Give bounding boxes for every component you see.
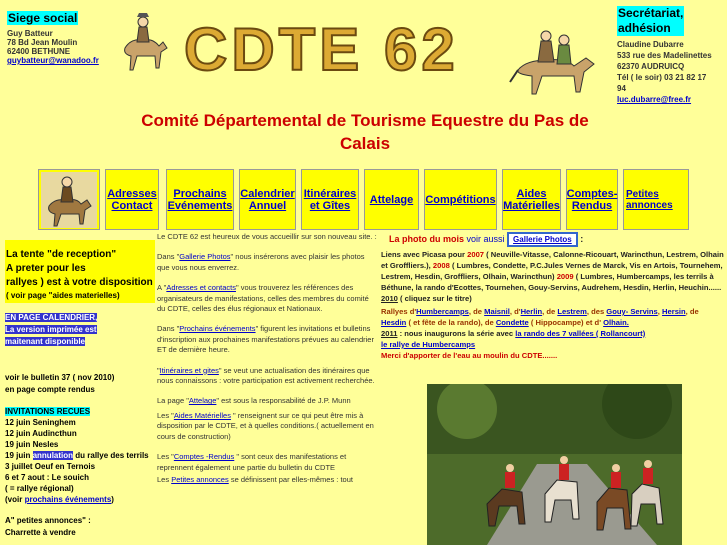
nav-label: Aides [516,187,547,200]
nav-label: Prochains [173,187,227,200]
year-text: ( cliquez sur le titre) [400,294,472,303]
secretariat-title [617,6,684,36]
para-text: Les " [157,410,174,420]
rallye-text: , des [586,307,605,316]
nav-label: et Gîtes [309,199,351,212]
merci-text: Merci d'apporter de l'eau au moulin du CDTE....... [381,351,558,360]
horse-icon [41,172,97,228]
condette-link[interactable]: Condette [495,318,529,327]
nav-label: annonces [626,199,673,211]
secretariat-line: 94 [617,84,626,93]
nav-prochains-evenements[interactable] [166,169,234,230]
hesdin-link[interactable]: Hesdin [381,318,407,327]
nav-label: Calendrier [240,187,295,200]
nav-label: Adresses [107,187,157,200]
para-text: " est sous la responsabilité de J.P. Munn [216,396,351,406]
nav-label: Compétitions [425,193,496,206]
left-column [5,240,155,539]
humbercamps-link[interactable]: Humbercamps [416,307,469,316]
siege-line: 78 Bd Jean Moulin [7,38,78,47]
voir-text: ) [111,495,114,504]
year-2010-link[interactable]: 2010 [381,294,398,303]
calendrier-notice-line: EN PAGE CALENDRIER, [5,313,98,322]
invitation-voir [5,494,155,505]
itineraires-paragraph [157,366,377,387]
para-text: La page " [157,396,189,406]
rallye-text: , [657,307,660,316]
para-text: Les " [157,452,174,462]
siege-line: Guy Batteur [7,29,53,38]
para-text: Dans " [157,252,180,262]
annul-date: 19 juin [5,451,31,460]
colon: : [580,234,584,244]
voir-aussi: voir aussi [466,234,505,244]
year-text: ( Lumbres, Condette, P.C.Jules Vernes de Marck, Vis en Artois, Tournehem, Lestrem, Hesdin, Groffliers, Olhain, Warincthun) [381,261,723,281]
adresses-paragraph [157,283,377,314]
siege-line: 62400 BETHUNE [7,47,71,56]
secretariat-line: Tél ( le soir) 03 21 82 17 [617,73,707,82]
olhain-link[interactable]: Olhain. [603,318,629,327]
secretariat-line: Claudine Dubarre [617,40,684,49]
attelage-paragraph [157,396,377,406]
gouy-servins-link[interactable]: Gouy- Servins [606,307,658,316]
attelage-link[interactable]: Attelage [188,396,217,406]
invitations [5,406,155,505]
voir-text: (voir [5,495,23,504]
invitation-item: 12 juin Seninghem [5,418,76,427]
siege-email-link[interactable]: guybatteur@wanadoo.fr [7,56,99,65]
nav-label: Petites [626,188,659,200]
annul-word: annulation [32,451,74,460]
para-text: " vous trouverez les références des organisateurs de manifestations, celles des membres du comité du CDTE, celles des élus régionaux et Nationaux. [157,283,369,314]
siege-title: Siege social [8,11,78,25]
year-2008-link[interactable]: 2008 [432,261,450,270]
para-text: Les [157,474,172,484]
secretariat-line: 62370 AUDRUICQ [617,62,685,71]
evenements-paragraph [157,324,377,355]
page-headline [130,109,600,155]
pa-line: A" petites annonces" : [5,516,91,525]
bulletin-notice [5,372,155,396]
rallyes-list [381,306,725,361]
nav-label: Attelage [369,193,414,206]
photo-header [389,232,725,247]
para-text: " nous insérerons avec plaisir les photos que vous nous enverrez. [157,252,365,272]
rider-illustration-left [117,8,169,78]
tente-line: rallyes ) est à votre disposition [6,277,153,288]
calendrier-notice [5,312,155,348]
nav-label: Matérielles [503,199,560,212]
year-text: : nous inaugurons la série avec [399,329,514,338]
secretariat-line: 533 rue des Madelinettes [617,51,712,60]
invitations-title: INVITATIONS RECUES [5,407,91,416]
para-text: " sont ceux des manifestations et reprennent également une partie du bulletin du CDTE [157,452,347,472]
invitation-item: 3 juillet Oeuf en Ternois [5,462,96,471]
siege-box [7,9,107,65]
nav-itineraires-gites[interactable] [301,169,359,230]
para-text: " [157,365,160,375]
annul-rest: du rallye des terrils [75,451,149,460]
para-text: " renseignent sur ce qui peut être mis à disposition par le CDTE, et à quelles conditions.( actuellement en cours de construction) [157,410,374,441]
nav-petites-annonces[interactable] [623,169,689,230]
photo-of-month[interactable] [427,384,682,545]
nav-home-image[interactable] [38,169,100,230]
nav-label: Evénements [167,199,233,212]
gallerie-btn-label: Gallerie Photos [513,235,572,244]
rallye-text: ( Hippocampe) et d' [530,318,601,327]
bulletin-line: voir le bulletin 37 ( nov 2010) [5,373,115,382]
annonces-paragraph [157,475,377,485]
nav-comptes-rendus[interactable] [566,169,618,230]
year-text: ( Neuville-Vitasse, Calonne-Ricouart, Warincthun, Lestrem, Olhain et Groffliers.), [381,250,724,270]
para-text: " se veut une actualisation des itinéraires que nous connaissons : votre participation est activement recherchée. [157,365,375,386]
nav-label: Comptes- [566,187,618,200]
tente-line: ( voir page "aides materielles) [6,291,120,300]
secretariat-title-2: adhésion [618,21,671,35]
site-logo [180,14,470,84]
maisnil-link[interactable]: Maisnil [484,307,510,316]
nav-label: Itinéraires [303,187,357,200]
photo-title: La photo du mois [389,234,464,244]
headline-line-2: Calais [339,134,391,153]
calendrier-notice-line: maitenant disponible [5,337,86,346]
tente-line: A preter pour les [6,263,86,274]
year-2007-link[interactable]: 2007 [467,250,485,259]
bulletin-line: en page compte rendus [5,385,95,394]
nav-adresses-contact[interactable] [105,169,159,230]
lestrem-link[interactable]: Lestrem [557,307,587,316]
gallerie-photos-button[interactable] [507,232,578,247]
nav-label: Contact [111,199,153,212]
rider-illustration-right [508,22,603,102]
tente-box [5,240,155,303]
welcome-paragraph: Le CDTE 62 est heureux de vous accueillir sur son nouveau site. : [157,232,377,241]
nav-label: Annuel [248,199,287,212]
rallye-text: , d' [509,307,521,316]
rallye-humbercamps-link[interactable]: le rallye de Humbercamps [381,340,476,349]
rando-7-vallees-link[interactable]: la rando des 7 vallées ( Rollancourt) [515,329,646,338]
rallye-text: , de [468,307,483,316]
nav-aides-materielles[interactable] [502,169,561,230]
headline-line-1: Comité Départemental de Tourisme Equestre du Pas de [141,111,589,130]
nav-calendrier-annuel[interactable] [239,169,296,230]
gallerie-photos-link[interactable]: Gallerie Photos [179,252,231,262]
rallye-text: , de [685,307,699,316]
petites-annonces-notice [5,515,155,539]
para-text: Dans " [157,324,180,334]
year-2011-link[interactable]: 2011 [381,329,398,338]
invitation-item: 6 et 7 aout : Le souich [5,473,90,482]
logo-text: CDTE 62 [184,16,459,83]
calendrier-notice-line: La version imprimée est [5,325,97,334]
secretariat-email-link[interactable]: luc.dubarre@free.fr [617,95,692,104]
hersin-link[interactable]: Hersin [662,307,686,316]
rallye-text: ( et fête de la rando), de [408,318,494,327]
invitation-item-annulation [5,450,155,461]
pa-line: Charrette à vendre [5,528,76,537]
nav-label: Rendus [571,199,613,212]
photo-news [381,232,725,361]
secretariat-box [617,6,727,105]
year-2009-link[interactable]: 2009 [556,272,574,281]
nav-competitions[interactable] [424,169,497,230]
gallerie-paragraph [157,252,377,273]
rallye-text: , de [542,307,556,316]
riders-photo [427,384,682,545]
nav-attelage[interactable] [364,169,419,230]
picasa-links [381,249,725,304]
petites-annonces-link[interactable]: Petites annonces [171,474,229,484]
herlin-link[interactable]: Herlin [520,307,543,316]
picasa-text: Liens avec Picasa pour [381,250,465,259]
invitation-item: 19 juin Nesles [5,440,59,449]
welcome-text [157,232,377,485]
para-text: " figurent les invitations et bulletins d'inscription aux prochaines manifestations prévues au calendrier ET de dernière heure. [157,324,374,355]
adresses-contacts-link[interactable]: Adresses et contacts [166,283,236,293]
year-text: ( Lumbres, Humbercamps, les terrils à Béthune, la rando d'Ecottes, Tournehen, Gouy-Servins, Audrehem, Hesdin, Herlin, Heuchin...... [381,272,722,292]
prochains-evenements-link[interactable]: Prochains événements [179,324,256,334]
tente-line: La tente "de reception" [6,249,117,260]
rallye-text: Rallyes d' [381,307,417,316]
aides-paragraph [157,411,377,442]
itineraires-gites-link[interactable]: Itinéraires et gites [159,365,219,375]
invitation-item: 12 juin Audincthun [5,429,77,438]
para-text: A " [157,283,167,293]
invitation-item: ( = rallye régional) [5,484,74,493]
prochains-evenements-link[interactable]: prochains événements [24,495,112,504]
para-text: se définissent par elles-mêmes : tout [228,474,353,484]
comptes-paragraph [157,452,377,473]
comptes-rendus-link[interactable]: Comptes -Rendus [173,452,235,462]
aides-materielles-link[interactable]: Aides Matérielles [173,410,231,420]
secretariat-title-1: Secrétariat, [618,6,684,20]
